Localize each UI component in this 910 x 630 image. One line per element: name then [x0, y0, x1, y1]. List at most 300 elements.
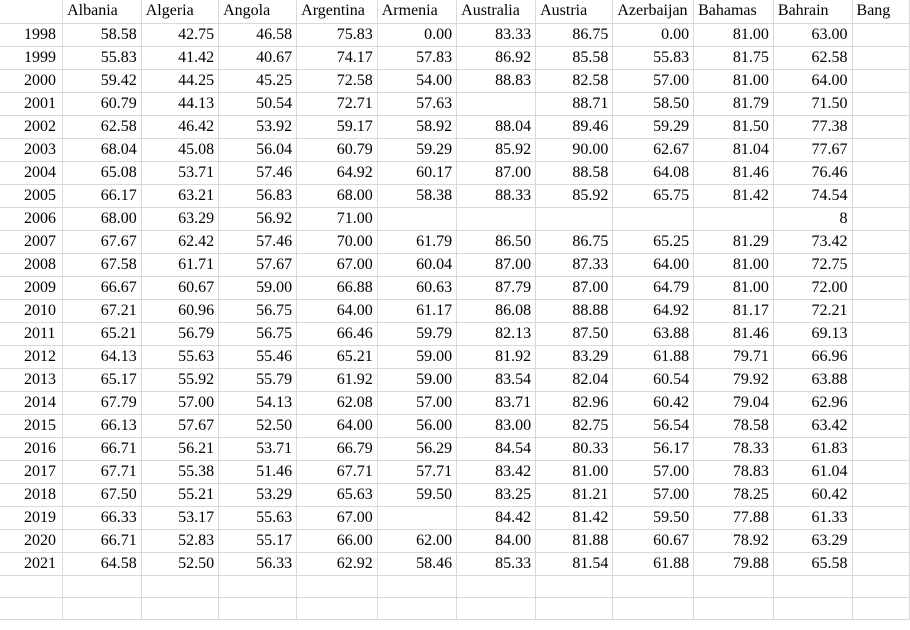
value-cell[interactable]: 56.54	[613, 414, 694, 437]
value-cell[interactable]: 55.83	[63, 46, 142, 69]
value-cell[interactable]: 74.17	[297, 46, 378, 69]
empty-cell[interactable]	[536, 575, 613, 597]
value-cell[interactable]: 84.00	[457, 529, 536, 552]
value-cell[interactable]: 78.92	[694, 529, 774, 552]
column-header-cell[interactable]: Bahrain	[773, 0, 852, 23]
value-cell[interactable]	[852, 253, 909, 276]
value-cell[interactable]: 66.67	[63, 276, 142, 299]
value-cell[interactable]: 90.00	[536, 138, 613, 161]
value-cell[interactable]: 70.00	[297, 230, 378, 253]
value-cell[interactable]: 60.63	[377, 276, 456, 299]
value-cell[interactable]: 63.29	[141, 207, 218, 230]
value-cell[interactable]: 55.63	[141, 345, 218, 368]
value-cell[interactable]: 57.67	[219, 253, 297, 276]
value-cell[interactable]: 52.50	[219, 414, 297, 437]
column-header-cell[interactable]: Algeria	[141, 0, 218, 23]
value-cell[interactable]	[377, 506, 456, 529]
empty-cell[interactable]	[773, 575, 852, 597]
value-cell[interactable]: 81.00	[694, 69, 774, 92]
value-cell[interactable]: 81.50	[694, 115, 774, 138]
empty-cell[interactable]	[694, 597, 774, 619]
value-cell[interactable]: 68.00	[297, 184, 378, 207]
empty-cell[interactable]	[297, 575, 378, 597]
value-cell[interactable]: 60.04	[377, 253, 456, 276]
value-cell[interactable]: 77.38	[773, 115, 852, 138]
empty-cell[interactable]	[694, 575, 774, 597]
value-cell[interactable]: 55.21	[141, 483, 218, 506]
value-cell[interactable]: 61.92	[297, 368, 378, 391]
value-cell[interactable]: 53.29	[219, 483, 297, 506]
value-cell[interactable]: 64.92	[613, 299, 694, 322]
value-cell[interactable]: 81.04	[694, 138, 774, 161]
value-cell[interactable]: 58.38	[377, 184, 456, 207]
value-cell[interactable]: 57.00	[613, 460, 694, 483]
value-cell[interactable]: 81.54	[536, 552, 613, 575]
year-cell[interactable]: 2007	[0, 230, 63, 253]
value-cell[interactable]: 64.13	[63, 345, 142, 368]
value-cell[interactable]: 74.54	[773, 184, 852, 207]
value-cell[interactable]: 86.75	[536, 230, 613, 253]
value-cell[interactable]: 56.92	[219, 207, 297, 230]
corner-cell[interactable]	[0, 0, 63, 23]
value-cell[interactable]	[852, 207, 909, 230]
value-cell[interactable]: 78.83	[694, 460, 774, 483]
value-cell[interactable]	[852, 460, 909, 483]
value-cell[interactable]: 65.25	[613, 230, 694, 253]
value-cell[interactable]: 81.42	[536, 506, 613, 529]
value-cell[interactable]: 41.42	[141, 46, 218, 69]
column-header-cell[interactable]: Austria	[536, 0, 613, 23]
value-cell[interactable]: 64.00	[297, 299, 378, 322]
column-header-cell[interactable]: Armenia	[377, 0, 456, 23]
year-cell[interactable]: 2010	[0, 299, 63, 322]
value-cell[interactable]: 89.46	[536, 115, 613, 138]
value-cell[interactable]: 62.08	[297, 391, 378, 414]
value-cell[interactable]: 42.75	[141, 23, 218, 46]
value-cell[interactable]: 55.63	[219, 506, 297, 529]
value-cell[interactable]: 69.13	[773, 322, 852, 345]
empty-cell[interactable]	[219, 597, 297, 619]
column-header-cell[interactable]: Australia	[457, 0, 536, 23]
value-cell[interactable]: 60.42	[613, 391, 694, 414]
value-cell[interactable]: 65.21	[297, 345, 378, 368]
empty-cell[interactable]	[63, 597, 142, 619]
year-cell[interactable]: 2017	[0, 460, 63, 483]
value-cell[interactable]: 57.46	[219, 230, 297, 253]
value-cell[interactable]: 55.83	[613, 46, 694, 69]
value-cell[interactable]: 63.00	[773, 23, 852, 46]
value-cell[interactable]: 62.00	[377, 529, 456, 552]
empty-cell[interactable]	[457, 575, 536, 597]
value-cell[interactable]: 59.29	[613, 115, 694, 138]
value-cell[interactable]: 83.00	[457, 414, 536, 437]
value-cell[interactable]: 83.42	[457, 460, 536, 483]
value-cell[interactable]: 57.00	[613, 483, 694, 506]
value-cell[interactable]: 86.75	[536, 23, 613, 46]
value-cell[interactable]: 67.00	[297, 253, 378, 276]
value-cell[interactable]: 55.38	[141, 460, 218, 483]
value-cell[interactable]: 62.92	[297, 552, 378, 575]
column-header-cell[interactable]: Bang	[852, 0, 909, 23]
value-cell[interactable]: 61.88	[613, 345, 694, 368]
year-cell[interactable]: 2012	[0, 345, 63, 368]
value-cell[interactable]: 55.92	[141, 368, 218, 391]
value-cell[interactable]	[852, 368, 909, 391]
value-cell[interactable]: 67.21	[63, 299, 142, 322]
empty-cell[interactable]	[141, 597, 218, 619]
value-cell[interactable]	[852, 391, 909, 414]
value-cell[interactable]: 66.79	[297, 437, 378, 460]
value-cell[interactable]	[852, 23, 909, 46]
value-cell[interactable]: 88.83	[457, 69, 536, 92]
empty-cell[interactable]	[0, 575, 63, 597]
value-cell[interactable]: 88.71	[536, 92, 613, 115]
year-cell[interactable]: 2008	[0, 253, 63, 276]
value-cell[interactable]: 61.04	[773, 460, 852, 483]
value-cell[interactable]	[852, 92, 909, 115]
value-cell[interactable]: 45.08	[141, 138, 218, 161]
value-cell[interactable]: 78.25	[694, 483, 774, 506]
value-cell[interactable]: 78.58	[694, 414, 774, 437]
value-cell[interactable]: 64.00	[613, 253, 694, 276]
value-cell[interactable]: 87.00	[457, 161, 536, 184]
column-header-cell[interactable]: Argentina	[297, 0, 378, 23]
value-cell[interactable]: 77.88	[694, 506, 774, 529]
value-cell[interactable]	[852, 115, 909, 138]
value-cell[interactable]: 82.96	[536, 391, 613, 414]
year-cell[interactable]: 2019	[0, 506, 63, 529]
value-cell[interactable]: 61.83	[773, 437, 852, 460]
value-cell[interactable]: 82.75	[536, 414, 613, 437]
value-cell[interactable]: 61.17	[377, 299, 456, 322]
value-cell[interactable]: 64.00	[773, 69, 852, 92]
year-cell[interactable]: 2014	[0, 391, 63, 414]
value-cell[interactable]: 85.92	[536, 184, 613, 207]
value-cell[interactable]: 66.00	[297, 529, 378, 552]
value-cell[interactable]: 64.92	[297, 161, 378, 184]
year-cell[interactable]: 2001	[0, 92, 63, 115]
value-cell[interactable]: 60.54	[613, 368, 694, 391]
value-cell[interactable]: 59.17	[297, 115, 378, 138]
value-cell[interactable]: 66.71	[63, 529, 142, 552]
value-cell[interactable]: 64.08	[613, 161, 694, 184]
value-cell[interactable]: 86.50	[457, 230, 536, 253]
value-cell[interactable]: 87.00	[536, 276, 613, 299]
value-cell[interactable]: 83.25	[457, 483, 536, 506]
empty-cell[interactable]	[219, 575, 297, 597]
year-cell[interactable]: 2009	[0, 276, 63, 299]
value-cell[interactable]: 78.33	[694, 437, 774, 460]
year-cell[interactable]: 2006	[0, 207, 63, 230]
value-cell[interactable]: 56.00	[377, 414, 456, 437]
value-cell[interactable]: 59.00	[219, 276, 297, 299]
value-cell[interactable]: 66.46	[297, 322, 378, 345]
value-cell[interactable]: 83.71	[457, 391, 536, 414]
value-cell[interactable]: 56.21	[141, 437, 218, 460]
value-cell[interactable]: 56.33	[219, 552, 297, 575]
empty-cell[interactable]	[613, 597, 694, 619]
empty-cell[interactable]	[852, 597, 909, 619]
value-cell[interactable]: 81.00	[694, 253, 774, 276]
value-cell[interactable]: 56.29	[377, 437, 456, 460]
value-cell[interactable]	[852, 138, 909, 161]
value-cell[interactable]: 57.71	[377, 460, 456, 483]
value-cell[interactable]: 57.63	[377, 92, 456, 115]
year-cell[interactable]: 2020	[0, 529, 63, 552]
value-cell[interactable]: 58.92	[377, 115, 456, 138]
value-cell[interactable]	[852, 299, 909, 322]
value-cell[interactable]: 79.71	[694, 345, 774, 368]
value-cell[interactable]: 64.58	[63, 552, 142, 575]
year-cell[interactable]: 2013	[0, 368, 63, 391]
value-cell[interactable]: 67.79	[63, 391, 142, 414]
value-cell[interactable]: 83.54	[457, 368, 536, 391]
value-cell[interactable]: 88.58	[536, 161, 613, 184]
year-cell[interactable]: 2021	[0, 552, 63, 575]
value-cell[interactable]: 81.79	[694, 92, 774, 115]
value-cell[interactable]	[852, 437, 909, 460]
value-cell[interactable]: 81.00	[694, 276, 774, 299]
value-cell[interactable]: 86.08	[457, 299, 536, 322]
year-cell[interactable]: 2016	[0, 437, 63, 460]
value-cell[interactable]: 65.17	[63, 368, 142, 391]
value-cell[interactable]: 57.00	[613, 69, 694, 92]
value-cell[interactable]: 87.00	[457, 253, 536, 276]
value-cell[interactable]: 66.88	[297, 276, 378, 299]
value-cell[interactable]: 57.46	[219, 161, 297, 184]
value-cell[interactable]: 72.00	[773, 276, 852, 299]
value-cell[interactable]: 60.96	[141, 299, 218, 322]
year-cell[interactable]: 2018	[0, 483, 63, 506]
value-cell[interactable]: 59.50	[613, 506, 694, 529]
value-cell[interactable]: 8	[773, 207, 852, 230]
value-cell[interactable]: 56.75	[219, 322, 297, 345]
value-cell[interactable]: 81.17	[694, 299, 774, 322]
year-cell[interactable]: 2003	[0, 138, 63, 161]
value-cell[interactable]: 82.13	[457, 322, 536, 345]
year-cell[interactable]: 1998	[0, 23, 63, 46]
value-cell[interactable]: 57.00	[141, 391, 218, 414]
value-cell[interactable]: 68.04	[63, 138, 142, 161]
value-cell[interactable]: 46.42	[141, 115, 218, 138]
value-cell[interactable]: 87.50	[536, 322, 613, 345]
value-cell[interactable]: 63.21	[141, 184, 218, 207]
value-cell[interactable]: 51.46	[219, 460, 297, 483]
year-cell[interactable]: 2000	[0, 69, 63, 92]
value-cell[interactable]: 84.42	[457, 506, 536, 529]
value-cell[interactable]: 56.04	[219, 138, 297, 161]
value-cell[interactable]: 65.58	[773, 552, 852, 575]
value-cell[interactable]: 56.83	[219, 184, 297, 207]
value-cell[interactable]	[377, 207, 456, 230]
value-cell[interactable]: 67.58	[63, 253, 142, 276]
value-cell[interactable]: 72.71	[297, 92, 378, 115]
column-header-cell[interactable]: Angola	[219, 0, 297, 23]
value-cell[interactable]: 57.00	[377, 391, 456, 414]
value-cell[interactable]: 63.29	[773, 529, 852, 552]
value-cell[interactable]: 87.33	[536, 253, 613, 276]
value-cell[interactable]: 88.04	[457, 115, 536, 138]
value-cell[interactable]: 59.00	[377, 345, 456, 368]
value-cell[interactable]: 81.21	[536, 483, 613, 506]
column-header-cell[interactable]: Bahamas	[694, 0, 774, 23]
value-cell[interactable]: 67.71	[297, 460, 378, 483]
value-cell[interactable]	[852, 230, 909, 253]
value-cell[interactable]: 88.88	[536, 299, 613, 322]
value-cell[interactable]: 82.58	[536, 69, 613, 92]
value-cell[interactable]: 62.42	[141, 230, 218, 253]
value-cell[interactable]: 60.42	[773, 483, 852, 506]
value-cell[interactable]	[852, 276, 909, 299]
value-cell[interactable]: 79.04	[694, 391, 774, 414]
value-cell[interactable]: 79.92	[694, 368, 774, 391]
value-cell[interactable]	[613, 207, 694, 230]
value-cell[interactable]: 65.21	[63, 322, 142, 345]
value-cell[interactable]: 81.92	[457, 345, 536, 368]
value-cell[interactable]: 85.33	[457, 552, 536, 575]
value-cell[interactable]: 60.79	[297, 138, 378, 161]
value-cell[interactable]: 0.00	[613, 23, 694, 46]
value-cell[interactable]: 68.00	[63, 207, 142, 230]
value-cell[interactable]: 81.29	[694, 230, 774, 253]
value-cell[interactable]: 59.50	[377, 483, 456, 506]
value-cell[interactable]: 81.00	[694, 23, 774, 46]
value-cell[interactable]: 52.50	[141, 552, 218, 575]
value-cell[interactable]: 59.79	[377, 322, 456, 345]
value-cell[interactable]: 77.67	[773, 138, 852, 161]
column-header-cell[interactable]: Albania	[63, 0, 142, 23]
value-cell[interactable]: 66.17	[63, 184, 142, 207]
value-cell[interactable]: 62.58	[773, 46, 852, 69]
empty-cell[interactable]	[773, 597, 852, 619]
value-cell[interactable]: 45.25	[219, 69, 297, 92]
value-cell[interactable]: 60.17	[377, 161, 456, 184]
value-cell[interactable]	[852, 506, 909, 529]
value-cell[interactable]	[852, 184, 909, 207]
value-cell[interactable]: 55.17	[219, 529, 297, 552]
empty-cell[interactable]	[0, 597, 63, 619]
value-cell[interactable]: 53.71	[141, 161, 218, 184]
value-cell[interactable]	[852, 414, 909, 437]
value-cell[interactable]: 66.71	[63, 437, 142, 460]
year-cell[interactable]: 2005	[0, 184, 63, 207]
value-cell[interactable]: 60.67	[141, 276, 218, 299]
value-cell[interactable]	[457, 207, 536, 230]
year-cell[interactable]: 2011	[0, 322, 63, 345]
value-cell[interactable]	[852, 552, 909, 575]
value-cell[interactable]: 80.33	[536, 437, 613, 460]
value-cell[interactable]: 81.00	[536, 460, 613, 483]
value-cell[interactable]	[694, 207, 774, 230]
value-cell[interactable]: 59.42	[63, 69, 142, 92]
value-cell[interactable]: 84.54	[457, 437, 536, 460]
value-cell[interactable]: 52.83	[141, 529, 218, 552]
value-cell[interactable]: 82.04	[536, 368, 613, 391]
empty-cell[interactable]	[297, 597, 378, 619]
value-cell[interactable]	[852, 322, 909, 345]
value-cell[interactable]: 76.46	[773, 161, 852, 184]
value-cell[interactable]: 61.71	[141, 253, 218, 276]
value-cell[interactable]: 81.88	[536, 529, 613, 552]
value-cell[interactable]: 67.71	[63, 460, 142, 483]
value-cell[interactable]: 58.50	[613, 92, 694, 115]
value-cell[interactable]	[852, 345, 909, 368]
value-cell[interactable]: 81.46	[694, 322, 774, 345]
value-cell[interactable]: 56.75	[219, 299, 297, 322]
value-cell[interactable]: 59.00	[377, 368, 456, 391]
value-cell[interactable]: 81.75	[694, 46, 774, 69]
value-cell[interactable]: 72.58	[297, 69, 378, 92]
column-header-cell[interactable]: Azerbaijan	[613, 0, 694, 23]
value-cell[interactable]: 66.33	[63, 506, 142, 529]
value-cell[interactable]: 58.46	[377, 552, 456, 575]
value-cell[interactable]: 63.88	[773, 368, 852, 391]
empty-cell[interactable]	[852, 575, 909, 597]
value-cell[interactable]	[852, 161, 909, 184]
value-cell[interactable]: 55.79	[219, 368, 297, 391]
value-cell[interactable]: 60.67	[613, 529, 694, 552]
value-cell[interactable]: 0.00	[377, 23, 456, 46]
value-cell[interactable]: 86.92	[457, 46, 536, 69]
value-cell[interactable]: 65.75	[613, 184, 694, 207]
value-cell[interactable]: 61.79	[377, 230, 456, 253]
value-cell[interactable]: 56.79	[141, 322, 218, 345]
value-cell[interactable]	[852, 483, 909, 506]
value-cell[interactable]: 66.96	[773, 345, 852, 368]
value-cell[interactable]: 53.17	[141, 506, 218, 529]
value-cell[interactable]: 65.63	[297, 483, 378, 506]
value-cell[interactable]	[852, 69, 909, 92]
value-cell[interactable]: 60.79	[63, 92, 142, 115]
year-cell[interactable]: 2002	[0, 115, 63, 138]
value-cell[interactable]: 57.83	[377, 46, 456, 69]
value-cell[interactable]: 58.58	[63, 23, 142, 46]
year-cell[interactable]: 2015	[0, 414, 63, 437]
value-cell[interactable]: 67.00	[297, 506, 378, 529]
value-cell[interactable]: 46.58	[219, 23, 297, 46]
value-cell[interactable]: 67.67	[63, 230, 142, 253]
empty-cell[interactable]	[536, 597, 613, 619]
value-cell[interactable]: 63.42	[773, 414, 852, 437]
value-cell[interactable]: 50.54	[219, 92, 297, 115]
empty-cell[interactable]	[63, 575, 142, 597]
value-cell[interactable]: 72.21	[773, 299, 852, 322]
year-cell[interactable]: 1999	[0, 46, 63, 69]
value-cell[interactable]: 61.33	[773, 506, 852, 529]
value-cell[interactable]: 63.88	[613, 322, 694, 345]
value-cell[interactable]: 81.46	[694, 161, 774, 184]
value-cell[interactable]: 88.33	[457, 184, 536, 207]
value-cell[interactable]	[852, 46, 909, 69]
value-cell[interactable]	[536, 207, 613, 230]
value-cell[interactable]: 44.13	[141, 92, 218, 115]
empty-cell[interactable]	[141, 575, 218, 597]
value-cell[interactable]: 85.92	[457, 138, 536, 161]
value-cell[interactable]: 79.88	[694, 552, 774, 575]
value-cell[interactable]: 71.00	[297, 207, 378, 230]
empty-cell[interactable]	[377, 575, 456, 597]
value-cell[interactable]: 64.00	[297, 414, 378, 437]
value-cell[interactable]: 61.88	[613, 552, 694, 575]
value-cell[interactable]: 83.33	[457, 23, 536, 46]
year-cell[interactable]: 2004	[0, 161, 63, 184]
value-cell[interactable]: 66.13	[63, 414, 142, 437]
value-cell[interactable]: 40.67	[219, 46, 297, 69]
value-cell[interactable]: 64.79	[613, 276, 694, 299]
value-cell[interactable]: 67.50	[63, 483, 142, 506]
value-cell[interactable]: 73.42	[773, 230, 852, 253]
value-cell[interactable]: 72.75	[773, 253, 852, 276]
